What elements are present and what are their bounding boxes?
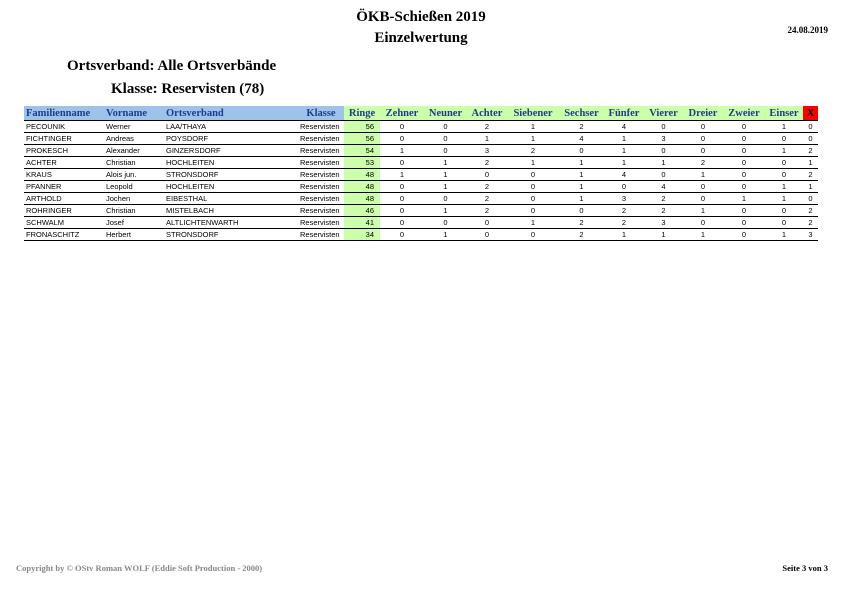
cell-zweier: 0	[723, 121, 765, 133]
cell-zehner: 0	[380, 157, 424, 169]
cell-x: 0	[803, 121, 818, 133]
cell-fuenfer: 1	[604, 229, 644, 241]
cell-achter: 0	[467, 169, 507, 181]
cell-achter: 2	[467, 157, 507, 169]
cell-familienname: ARTHOLD	[24, 193, 104, 205]
cell-familienname: ACHTER	[24, 157, 104, 169]
cell-fuenfer: 0	[604, 181, 644, 193]
cell-sechser: 1	[559, 181, 604, 193]
cell-ringe: 56	[344, 133, 380, 145]
table-row	[24, 205, 818, 217]
cell-ringe: 56	[344, 121, 380, 133]
cell-neuner: 1	[424, 229, 467, 241]
results-table	[24, 106, 818, 241]
cell-vorname: Alexander	[104, 145, 164, 157]
cell-vorname: Leopold	[104, 181, 164, 193]
cell-klasse: Reservisten	[298, 193, 344, 205]
cell-dreier: 1	[683, 205, 723, 217]
cell-zweier: 0	[723, 133, 765, 145]
cell-ringe: 53	[344, 157, 380, 169]
cell-achter: 2	[467, 121, 507, 133]
cell-fuenfer: 1	[604, 145, 644, 157]
cell-einser: 0	[765, 133, 803, 145]
cell-einser: 1	[765, 121, 803, 133]
cell-zehner: 0	[380, 229, 424, 241]
cell-vorname: Herbert	[104, 229, 164, 241]
cell-x: 2	[803, 169, 818, 181]
page-number: Seite 3 von 3	[782, 563, 828, 573]
cell-ringe: 48	[344, 169, 380, 181]
cell-fuenfer: 1	[604, 133, 644, 145]
cell-siebener: 1	[507, 157, 559, 169]
col-header-zweier: Zweier	[723, 106, 765, 121]
cell-zweier: 0	[723, 229, 765, 241]
cell-x: 0	[803, 193, 818, 205]
cell-familienname: FICHTINGER	[24, 133, 104, 145]
col-header-vorname: Vorname	[104, 106, 164, 121]
cell-siebener: 0	[507, 229, 559, 241]
cell-einser: 1	[765, 145, 803, 157]
table-header-row	[24, 106, 818, 121]
cell-neuner: 0	[424, 121, 467, 133]
cell-familienname: ROHRINGER	[24, 205, 104, 217]
cell-neuner: 1	[424, 181, 467, 193]
cell-ortsverband: GINZERSDORF	[164, 145, 298, 157]
table-row	[24, 145, 818, 157]
cell-vorname: Christian	[104, 205, 164, 217]
col-header-x: X	[803, 106, 818, 121]
cell-sechser: 2	[559, 217, 604, 229]
ortsverband-heading: Ortsverband: Alle Ortsverbände	[67, 58, 277, 74]
cell-einser: 0	[765, 217, 803, 229]
cell-vierer: 2	[644, 205, 683, 217]
cell-zehner: 0	[380, 205, 424, 217]
cell-fuenfer: 4	[604, 169, 644, 181]
cell-neuner: 1	[424, 169, 467, 181]
report-subtitle: Einzelwertung	[374, 30, 468, 46]
cell-vierer: 3	[644, 217, 683, 229]
copyright-notice: Copyright by © OStv Roman WOLF (Eddie Soft Production - 2000)	[16, 563, 263, 573]
cell-zweier: 0	[723, 145, 765, 157]
cell-ortsverband: HOCHLEITEN	[164, 157, 298, 169]
table-row	[24, 181, 818, 193]
cell-vierer: 0	[644, 169, 683, 181]
cell-siebener: 0	[507, 181, 559, 193]
cell-dreier: 0	[683, 121, 723, 133]
cell-dreier: 1	[683, 229, 723, 241]
table-row	[24, 217, 818, 229]
cell-vierer: 0	[644, 145, 683, 157]
cell-familienname: KRAUS	[24, 169, 104, 181]
cell-vorname: Alois jun.	[104, 169, 164, 181]
cell-fuenfer: 2	[604, 217, 644, 229]
col-header-achter: Achter	[467, 106, 507, 121]
cell-ringe: 46	[344, 205, 380, 217]
cell-dreier: 0	[683, 133, 723, 145]
cell-ringe: 48	[344, 193, 380, 205]
cell-zweier: 0	[723, 217, 765, 229]
cell-vierer: 2	[644, 193, 683, 205]
cell-zweier: 0	[723, 169, 765, 181]
cell-achter: 2	[467, 205, 507, 217]
cell-familienname: SCHWALM	[24, 217, 104, 229]
cell-fuenfer: 2	[604, 205, 644, 217]
cell-einser: 0	[765, 157, 803, 169]
cell-fuenfer: 4	[604, 121, 644, 133]
cell-ortsverband: MISTELBACH	[164, 205, 298, 217]
col-header-siebener: Siebener	[507, 106, 559, 121]
cell-x: 1	[803, 181, 818, 193]
table-row	[24, 133, 818, 145]
cell-ortsverband: STRONSDORF	[164, 169, 298, 181]
cell-x: 3	[803, 229, 818, 241]
cell-vierer: 4	[644, 181, 683, 193]
cell-zehner: 0	[380, 121, 424, 133]
cell-siebener: 0	[507, 169, 559, 181]
table-row	[24, 169, 818, 181]
cell-vorname: Josef	[104, 217, 164, 229]
cell-achter: 0	[467, 229, 507, 241]
cell-zweier: 0	[723, 181, 765, 193]
cell-achter: 0	[467, 217, 507, 229]
cell-ortsverband: POYSDORF	[164, 133, 298, 145]
cell-fuenfer: 1	[604, 157, 644, 169]
cell-familienname: PFANNER	[24, 181, 104, 193]
cell-ortsverband: STRONSDORF	[164, 229, 298, 241]
cell-sechser: 1	[559, 169, 604, 181]
klasse-heading: Klasse: Reservisten (78)	[111, 81, 265, 97]
cell-neuner: 0	[424, 217, 467, 229]
col-header-neuner: Neuner	[424, 106, 467, 121]
cell-ortsverband: LAA/THAYA	[164, 121, 298, 133]
cell-achter: 1	[467, 133, 507, 145]
cell-sechser: 2	[559, 229, 604, 241]
cell-sechser: 4	[559, 133, 604, 145]
cell-einser: 0	[765, 169, 803, 181]
table-row	[24, 157, 818, 169]
cell-klasse: Reservisten	[298, 157, 344, 169]
col-header-vierer: Vierer	[644, 106, 683, 121]
cell-sechser: 1	[559, 157, 604, 169]
cell-sechser: 0	[559, 205, 604, 217]
col-header-ringe: Ringe	[344, 106, 380, 121]
cell-ortsverband: EIBESTHAL	[164, 193, 298, 205]
cell-ortsverband: ALTLICHTENWARTH	[164, 217, 298, 229]
cell-siebener: 1	[507, 121, 559, 133]
cell-x: 2	[803, 205, 818, 217]
cell-familienname: PECOUNIK	[24, 121, 104, 133]
cell-achter: 3	[467, 145, 507, 157]
cell-zweier: 1	[723, 193, 765, 205]
cell-dreier: 0	[683, 145, 723, 157]
cell-x: 2	[803, 145, 818, 157]
results-table-body	[24, 121, 818, 241]
cell-zehner: 0	[380, 193, 424, 205]
cell-ringe: 48	[344, 181, 380, 193]
cell-einser: 1	[765, 229, 803, 241]
cell-vierer: 1	[644, 157, 683, 169]
cell-klasse: Reservisten	[298, 205, 344, 217]
cell-achter: 2	[467, 181, 507, 193]
cell-klasse: Reservisten	[298, 217, 344, 229]
cell-ringe: 34	[344, 229, 380, 241]
cell-dreier: 0	[683, 181, 723, 193]
col-header-fuenfer: Fünfer	[604, 106, 644, 121]
col-header-familienname: Familienname	[24, 106, 104, 121]
cell-ringe: 54	[344, 145, 380, 157]
cell-ringe: 41	[344, 217, 380, 229]
col-header-zehner: Zehner	[380, 106, 424, 121]
cell-x: 0	[803, 133, 818, 145]
cell-zehner: 1	[380, 145, 424, 157]
cell-zehner: 0	[380, 181, 424, 193]
cell-zehner: 1	[380, 169, 424, 181]
report-date: 24.08.2019	[787, 25, 828, 35]
table-row	[24, 229, 818, 241]
cell-klasse: Reservisten	[298, 145, 344, 157]
cell-dreier: 1	[683, 169, 723, 181]
col-header-einser: Einser	[765, 106, 803, 121]
cell-vierer: 3	[644, 133, 683, 145]
cell-neuner: 1	[424, 205, 467, 217]
cell-ortsverband: HOCHLEITEN	[164, 181, 298, 193]
cell-einser: 1	[765, 181, 803, 193]
col-header-klasse: Klasse	[298, 106, 344, 121]
cell-klasse: Reservisten	[298, 121, 344, 133]
cell-neuner: 0	[424, 145, 467, 157]
cell-vierer: 0	[644, 121, 683, 133]
cell-familienname: PROKESCH	[24, 145, 104, 157]
cell-einser: 1	[765, 193, 803, 205]
cell-familienname: FRONASCHITZ	[24, 229, 104, 241]
cell-sechser: 2	[559, 121, 604, 133]
cell-dreier: 0	[683, 217, 723, 229]
report-title: ÖKB-Schießen 2019	[356, 9, 486, 25]
cell-sechser: 0	[559, 145, 604, 157]
cell-x: 2	[803, 217, 818, 229]
cell-siebener: 1	[507, 217, 559, 229]
cell-klasse: Reservisten	[298, 181, 344, 193]
table-row	[24, 121, 818, 133]
cell-siebener: 0	[507, 205, 559, 217]
cell-einser: 0	[765, 205, 803, 217]
cell-neuner: 1	[424, 157, 467, 169]
cell-klasse: Reservisten	[298, 229, 344, 241]
cell-klasse: Reservisten	[298, 133, 344, 145]
cell-zehner: 0	[380, 217, 424, 229]
cell-x: 1	[803, 157, 818, 169]
cell-siebener: 1	[507, 133, 559, 145]
cell-vierer: 1	[644, 229, 683, 241]
cell-vorname: Werner	[104, 121, 164, 133]
col-header-sechser: Sechser	[559, 106, 604, 121]
cell-zehner: 0	[380, 133, 424, 145]
cell-sechser: 1	[559, 193, 604, 205]
cell-zweier: 0	[723, 157, 765, 169]
cell-fuenfer: 3	[604, 193, 644, 205]
cell-zweier: 0	[723, 205, 765, 217]
col-header-ortsverband: Ortsverband	[164, 106, 298, 121]
table-row	[24, 193, 818, 205]
cell-siebener: 2	[507, 145, 559, 157]
cell-klasse: Reservisten	[298, 169, 344, 181]
cell-neuner: 0	[424, 133, 467, 145]
cell-vorname: Jochen	[104, 193, 164, 205]
cell-dreier: 0	[683, 193, 723, 205]
cell-achter: 2	[467, 193, 507, 205]
cell-vorname: Christian	[104, 157, 164, 169]
col-header-dreier: Dreier	[683, 106, 723, 121]
cell-neuner: 0	[424, 193, 467, 205]
cell-siebener: 0	[507, 193, 559, 205]
cell-dreier: 2	[683, 157, 723, 169]
cell-vorname: Andreas	[104, 133, 164, 145]
